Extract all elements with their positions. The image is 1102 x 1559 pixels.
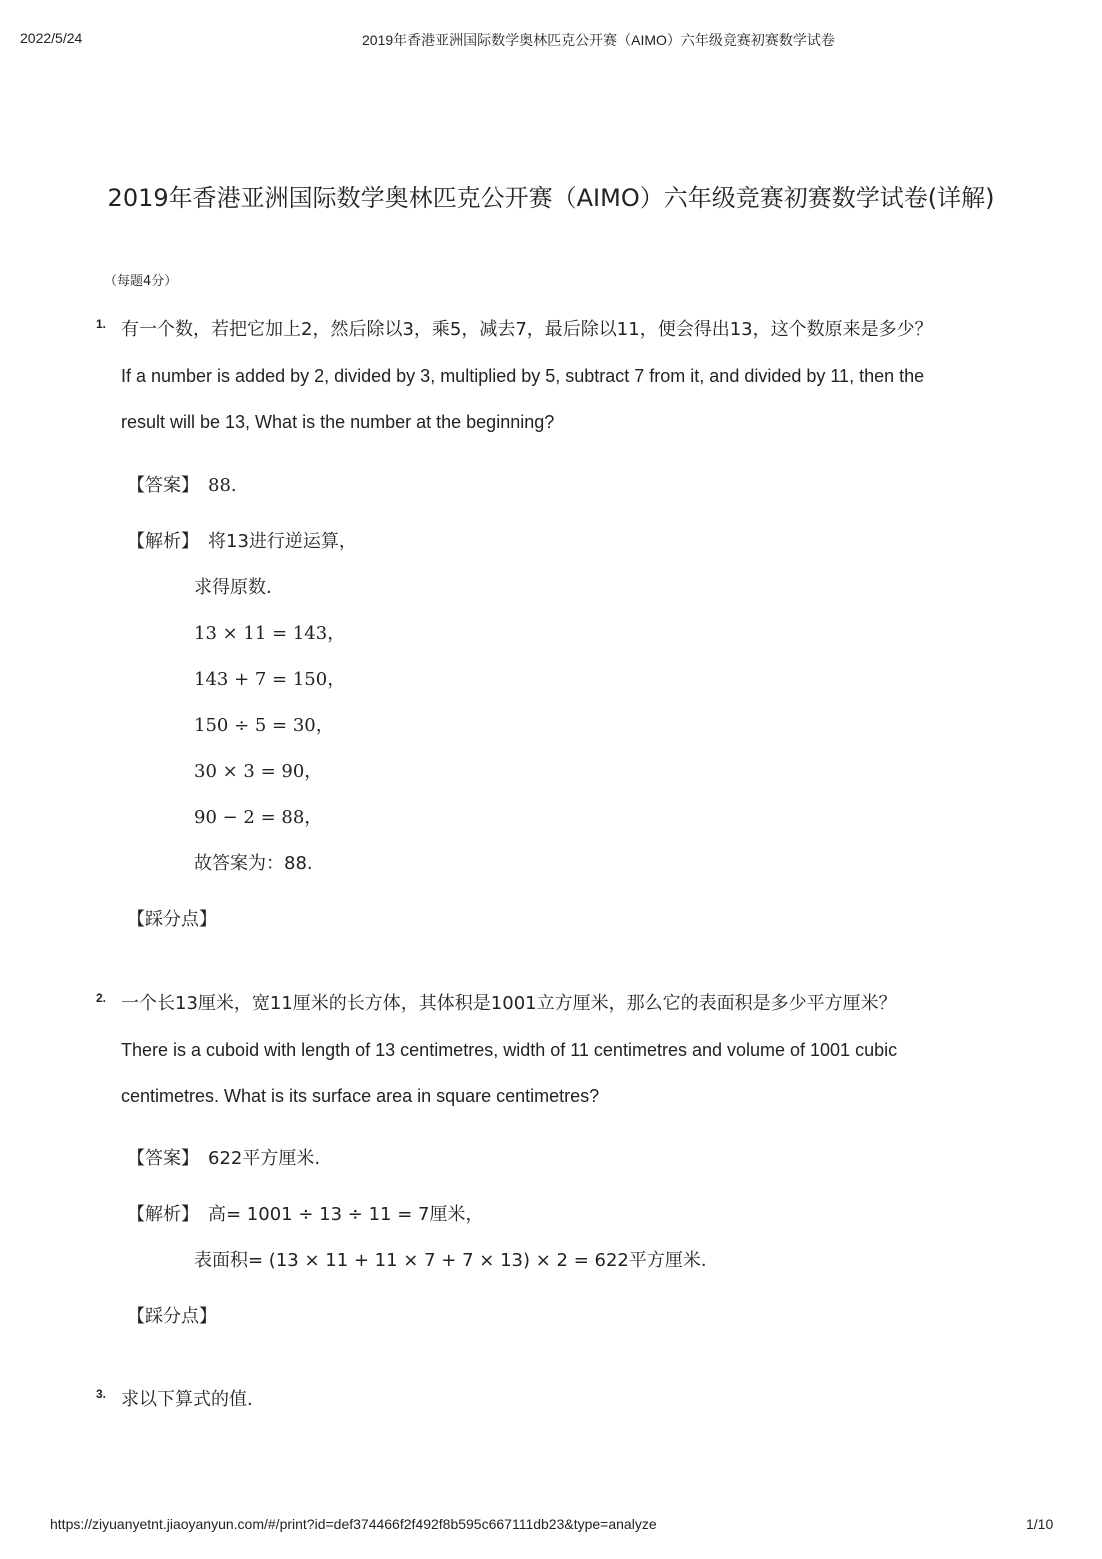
question-text-en: There is a cuboid with length of 13 centimetres, width of 11 centimetres and volume of 1001 cubic [121,1040,898,1060]
print-url: https://ziyuanyetnt.jiaoyanyun.com/#/print?id=def374466f2f492f8b595c667111db23&type=analyze [50,1516,657,1532]
analysis-line: 30 × 3 = 90， [194,761,323,782]
points-label: 【踩分点】 [127,1306,217,1327]
analysis-line: 求得原数. [194,577,272,598]
answer-value: 88. [208,475,237,496]
analysis-line: 高= 1001 ÷ 13 ÷ 11 = 7厘米， [208,1204,484,1225]
question-text-en: If a number is added by 2, divided by 3, multiplied by 5, subtract 7 from it, and divided by 11, then the [121,366,925,386]
analysis-label: 【解析】 [127,531,199,552]
question-text-cn: 一个长13厘米，宽11厘米的长方体，其体积是1001立方厘米，那么它的表面积是多少平方厘米？ [121,993,897,1014]
question-text-en: result will be 13, What is the number at the beginning? [121,412,555,432]
analysis-line: 将13进行逆运算， [208,531,357,552]
print-date: 2022/5/24 [20,30,83,46]
question-number: 2. [96,991,107,1005]
print-doc-title: 2019年香港亚洲国际数学奥林匹克公开赛（AIMO）六年级竞赛初赛数学试卷 [362,32,835,48]
question-number: 3. [96,1387,107,1401]
question-text-en: centimetres. What is its surface area in square centimetres? [121,1086,600,1106]
analysis-line: 143 + 7 = 150， [194,669,346,690]
analysis-line: 150 ÷ 5 = 30， [194,715,334,736]
analysis-line: 故答案为：88. [194,853,313,874]
answer-label: 【答案】 [127,475,199,496]
question-number: 1. [96,317,107,331]
analysis-label: 【解析】 [127,1204,199,1225]
analysis-line: 表面积= (13 × 11 + 11 × 7 + 7 × 13) × 2 = 622平方厘米. [194,1250,707,1271]
points-label: 【踩分点】 [127,909,217,930]
page-title: 2019年香港亚洲国际数学奥林匹克公开赛（AIMO）六年级竞赛初赛数学试卷(详解) [107,184,995,212]
score-note: （每题4分） [104,274,178,289]
answer-label: 【答案】 [127,1148,199,1169]
answer-value: 622平方厘米. [208,1148,321,1169]
analysis-line: 13 × 11 = 143， [194,623,346,644]
question-text-cn: 求以下算式的值. [121,1389,253,1410]
analysis-line: 90 − 2 = 88， [194,807,323,828]
question-text-cn: 有一个数，若把它加上2，然后除以3，乘5，减去7，最后除以11，便会得出13，这个数原来是多少？ [121,319,933,340]
page-number: 1/10 [1026,1516,1054,1532]
